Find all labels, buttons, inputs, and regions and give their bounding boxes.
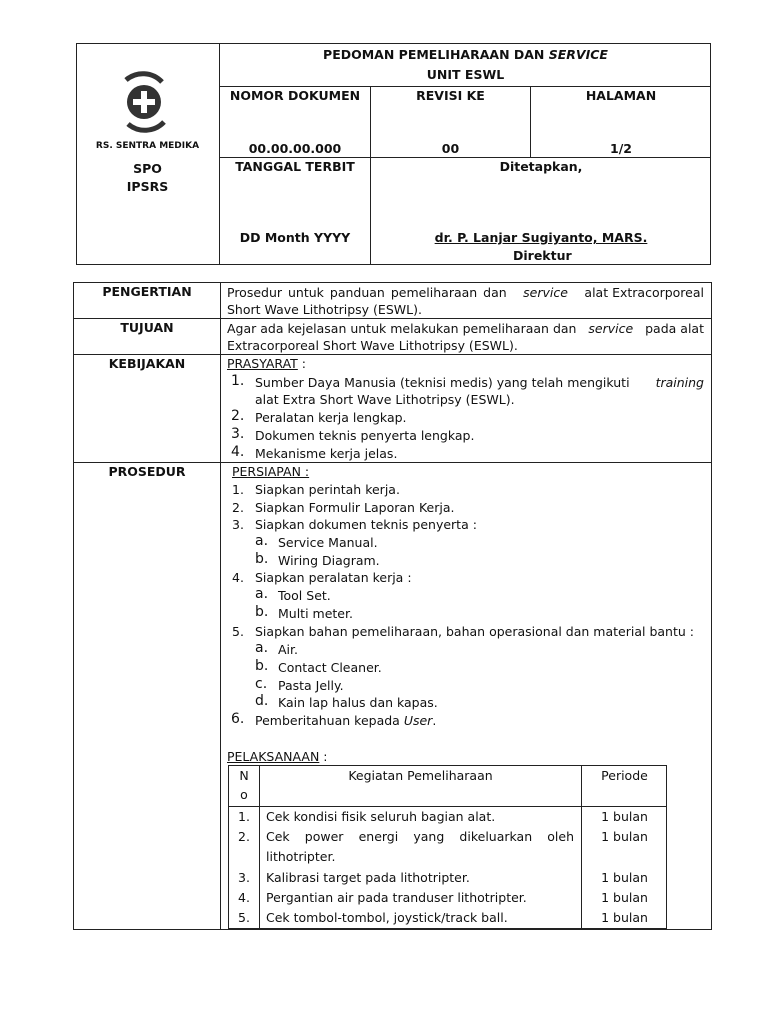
pengertian-text-end: alat Extracorporeal <box>584 285 704 300</box>
kebijakan-num: 1. <box>231 373 245 389</box>
kebijakan-item4: Mekanisme kerja jelas. <box>255 446 398 461</box>
spo-label: SPO <box>133 161 162 176</box>
step-3: Siapkan dokumen teknis penyerta : <box>255 517 477 532</box>
col-activity-header: Kegiatan Pemeliharaan <box>348 768 493 783</box>
step-5a: Air. <box>278 642 298 657</box>
revisi-label: REVISI KE <box>416 88 485 103</box>
tujuan-line1 <box>227 320 704 337</box>
step-letter: b. <box>255 551 269 567</box>
step-letter: a. <box>255 640 269 656</box>
step-6 <box>255 712 436 729</box>
step-5b: Contact Cleaner. <box>278 660 382 675</box>
nomor-dokumen-value: 00.00.00.000 <box>248 141 342 156</box>
col-no-header: N <box>239 768 249 783</box>
step-num: 5. <box>232 624 244 639</box>
kebijakan-item1-text: Sumber Daya Manusia (teknisi medis) yang telah mengikuti <box>255 375 630 390</box>
step-6-end: . <box>432 713 437 728</box>
pelaksanaan-heading-text: PELAKSANAAN <box>227 749 320 764</box>
step-1: Siapkan perintah kerja. <box>255 482 400 497</box>
kebijakan-num: 3. <box>231 426 245 442</box>
step-num: 6. <box>231 711 245 727</box>
step-4a: Tool Set. <box>278 588 331 603</box>
tujuan-text-end: pada alat <box>645 321 704 336</box>
nomor-dokumen-label: NOMOR DOKUMEN <box>229 88 361 103</box>
step-5c: Pasta Jelly. <box>278 678 344 693</box>
table-row-activity: Cek tombol-tombol, joystick/track ball. <box>266 910 508 925</box>
table-row-period: 1 bulan <box>601 890 648 905</box>
kebijakan-item1 <box>255 374 704 391</box>
kebijakan-label: KEBIJAKAN <box>108 356 186 371</box>
step-letter: b. <box>255 658 269 674</box>
tujuan-text: Agar ada kejelasan untuk melakukan pemeliharaan dan <box>227 321 577 336</box>
pengertian-label: PENGERTIAN <box>102 284 192 299</box>
step-5: Siapkan bahan pemeliharaan, bahan operasional dan material bantu : <box>255 624 694 639</box>
table-row-activity: Pergantian air pada tranduser lithotripter. <box>266 890 527 905</box>
step-num: 1. <box>232 482 244 497</box>
hospital-logo <box>116 70 172 136</box>
hospital-logo-text: RS. SENTRA MEDIKA <box>95 141 200 151</box>
step-num: 2. <box>232 500 244 515</box>
maintenance-table-divider <box>259 765 260 929</box>
kebijakan-item3: Dokumen teknis penyerta lengkap. <box>255 428 475 443</box>
step-3a: Service Manual. <box>278 535 378 550</box>
title-line1: PEDOMAN PEMELIHARAAN DAN <box>323 47 549 62</box>
halaman-value: 1/2 <box>610 141 632 156</box>
table-row-no: 5. <box>238 910 250 925</box>
table-row-activity: Cek power energi yang dikeluarkan oleh <box>266 829 574 844</box>
persiapan-heading: PERSIAPAN : <box>232 464 310 479</box>
halaman-label: HALAMAN <box>585 88 657 103</box>
document-title <box>220 46 711 63</box>
step-6-text: Pemberitahuan kepada <box>255 713 404 728</box>
procedure-col-divider <box>220 282 221 930</box>
signer-title: Direktur <box>513 248 572 263</box>
document-subtitle: UNIT ESWL <box>426 67 505 82</box>
pengertian-italic: service <box>523 285 568 300</box>
table-row-no: 3. <box>238 870 250 885</box>
kebijakan-item2: Peralatan kerja lengkap. <box>255 410 407 425</box>
col-no-header-2: o <box>240 787 248 802</box>
prasyarat-heading <box>227 355 306 372</box>
pengertian-line2: Short Wave Lithotripsy (ESWL). <box>227 302 422 317</box>
table-row-no: 2. <box>238 829 250 844</box>
tanggal-terbit-label: TANGGAL TERBIT <box>235 159 355 174</box>
tujuan-label: TUJUAN <box>120 320 174 335</box>
unit-label: IPSRS <box>126 179 169 194</box>
step-num: 4. <box>232 570 244 585</box>
pengertian-text: Prosedur untuk panduan pemeliharaan dan <box>227 285 507 300</box>
step-2: Siapkan Formulir Laporan Kerja. <box>255 500 455 515</box>
col-period-header: Periode <box>601 768 648 783</box>
title-line1-italic: SERVICE <box>548 47 608 62</box>
tujuan-italic: service <box>588 321 634 336</box>
kebijakan-item1-cont: alat Extra Short Wave Lithotripsy (ESWL). <box>255 392 515 407</box>
prosedur-label: PROSEDUR <box>108 464 186 479</box>
step-5d: Kain lap halus dan kapas. <box>278 695 438 710</box>
step-4b: Multi meter. <box>278 606 353 621</box>
step-letter: c. <box>255 676 268 692</box>
kebijakan-num: 4. <box>231 444 245 460</box>
ditetapkan-label: Ditetapkan, <box>499 159 583 174</box>
signer-name: dr. P. Lanjar Sugiyanto, MARS. <box>434 230 648 245</box>
table-row-period: 1 bulan <box>601 829 648 844</box>
step-6-italic: User <box>403 713 433 728</box>
step-letter: d. <box>255 693 269 709</box>
pelaksanaan-heading <box>227 748 328 765</box>
revisi-value: 00 <box>441 141 460 156</box>
step-num: 3. <box>232 517 244 532</box>
maintenance-table-divider <box>228 806 667 807</box>
kebijakan-item1-italic: training <box>655 375 704 390</box>
pengertian-line1 <box>227 284 704 301</box>
table-row-no: 1. <box>238 809 250 824</box>
kebijakan-num: 2. <box>231 408 245 424</box>
table-row-no: 4. <box>238 890 250 905</box>
table-row-activity-cont: lithotripter. <box>266 849 336 864</box>
prasyarat-heading-text: PRASYARAT <box>227 356 298 371</box>
table-row-activity: Kalibrasi target pada lithotripter. <box>266 870 470 885</box>
step-3b: Wiring Diagram. <box>278 553 380 568</box>
tanggal-terbit-value: DD Month YYYY <box>239 230 351 245</box>
tujuan-line2: Extracorporeal Short Wave Lithotripsy (ESWL). <box>227 338 518 353</box>
pelaksanaan-heading-suffix: : <box>319 749 328 764</box>
step-4: Siapkan peralatan kerja : <box>255 570 412 585</box>
step-letter: a. <box>255 586 269 602</box>
table-row-period: 1 bulan <box>601 910 648 925</box>
prasyarat-heading-suffix: : <box>297 356 307 371</box>
step-letter: b. <box>255 604 269 620</box>
step-letter: a. <box>255 533 269 549</box>
table-row-period: 1 bulan <box>601 870 648 885</box>
table-row-period: 1 bulan <box>601 809 648 824</box>
table-row-activity: Cek kondisi fisik seluruh bagian alat. <box>266 809 496 824</box>
